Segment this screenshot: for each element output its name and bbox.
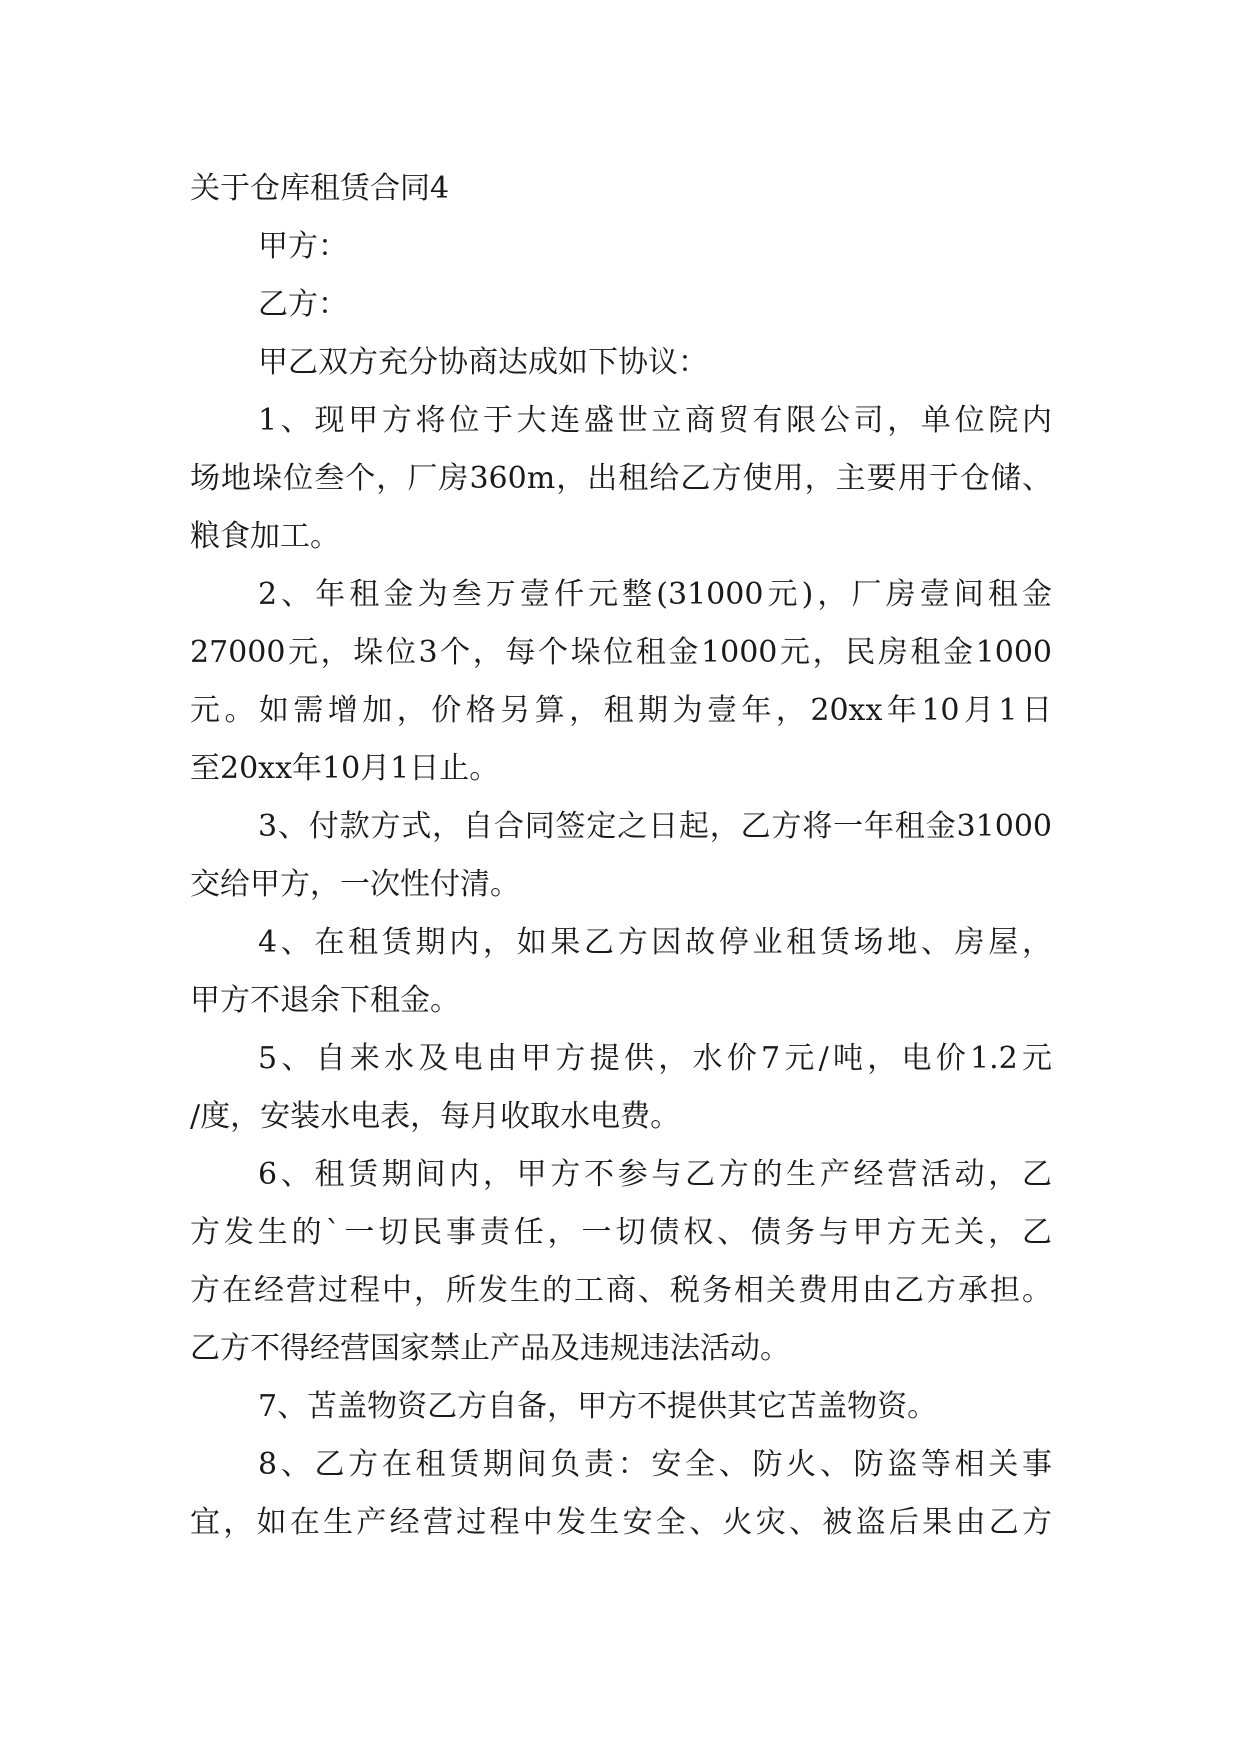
text-line: 3、付款方式，自合同签定之日起，乙方将一年租金31000 [258, 809, 1052, 844]
text-line: 甲方不退余下租金。 [190, 983, 460, 1018]
text-line: 乙方： [258, 287, 348, 322]
text-line: 8、乙方在租赁期间负责：安全、防火、防盗等相关事 [258, 1447, 1052, 1482]
text-line: 至20xx年10月1日止。 [190, 751, 500, 786]
text-line: 6、租赁期间内，甲方不参与乙方的生产经营活动，乙 [258, 1157, 1052, 1192]
text-line: 2、年租金为叁万壹仟元整(31000元)，厂房壹间租金 [258, 577, 1052, 612]
text-line: 27000元，垛位3个，每个垛位租金1000元，民房租金1000 [190, 635, 1052, 670]
text-line: 宜，如在生产经营过程中发生安全、火灾、被盗后果由乙方 [190, 1505, 1052, 1540]
text-line: 交给甲方，一次性付清。 [190, 867, 520, 902]
document-title: 关于仓库租赁合同4 [190, 171, 450, 206]
text-line: 元。如需增加，价格另算，租期为壹年，20xx年10月1日 [190, 693, 1052, 728]
text-line: 1、现甲方将位于大连盛世立商贸有限公司，单位院内 [258, 403, 1052, 438]
text-line: 方在经营过程中，所发生的工商、税务相关费用由乙方承担。 [190, 1273, 1052, 1308]
text-line: 5、自来水及电由甲方提供，水价7元/吨，电价1.2元 [258, 1041, 1052, 1076]
text-line: 甲乙双方充分协商达成如下协议： [258, 345, 708, 380]
text-line: 场地垛位叁个，厂房360m，出租给乙方使用，主要用于仓储、 [190, 461, 1052, 496]
text-line: 粮食加工。 [190, 519, 340, 554]
document-page [190, 160, 1052, 1552]
text-line: 甲方： [258, 229, 348, 264]
text-line: 4、在租赁期内，如果乙方因故停业租赁场地、房屋， [258, 925, 1052, 960]
text-line: 乙方不得经营国家禁止产品及违规违法活动。 [190, 1331, 790, 1366]
text-line: 7、苫盖物资乙方自备，甲方不提供其它苫盖物资。 [258, 1389, 938, 1424]
document-body [190, 218, 1052, 1552]
text-line: 方发生的`一切民事责任，一切债权、债务与甲方无关，乙 [190, 1215, 1052, 1250]
text-line: /度，安装水电表，每月收取水电费。 [190, 1099, 681, 1134]
